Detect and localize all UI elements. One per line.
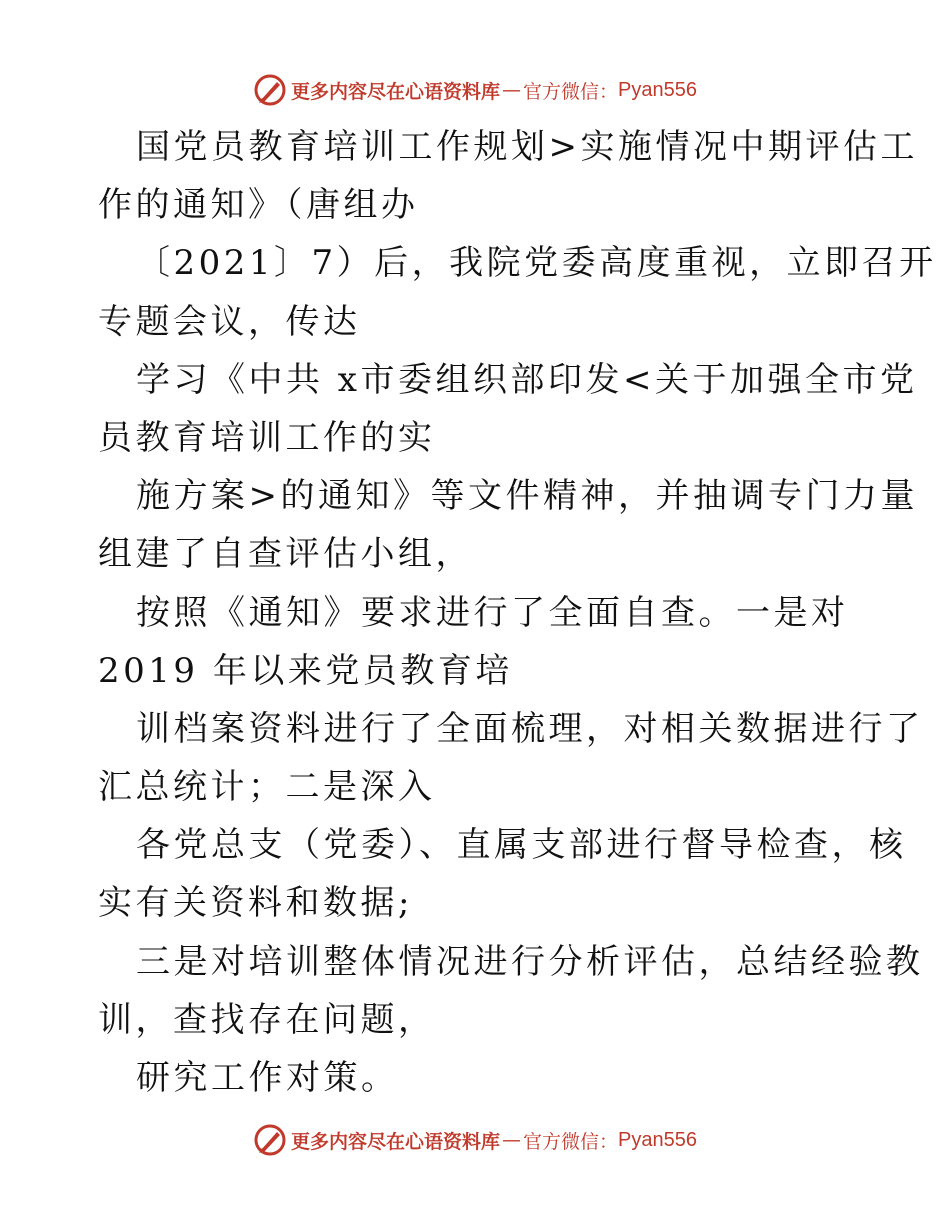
- body-line: 2019 年以来党员教育培: [98, 650, 513, 691]
- banner-wechat-label: 官方微信：: [523, 1130, 619, 1153]
- banner-separator: —: [502, 1129, 522, 1151]
- body-line: 国党员教育培训工作规划>实施情况中期评估工: [136, 127, 918, 167]
- banner-wechat-id: Pyan556: [618, 1128, 697, 1151]
- body-line: 专题会议，传达: [98, 301, 361, 342]
- body-line: 员教育培训工作的实: [98, 417, 436, 458]
- body-line: 作的通知》（唐组办: [98, 185, 419, 226]
- body-line: 按照《通知》要求进行了全面自查。一是对: [136, 592, 849, 633]
- banner-title: 更多内容尽在心语资料库: [291, 80, 501, 103]
- body-line: 研究工作对策。: [136, 1058, 399, 1098]
- body-line: 三是对培训整体情况进行分析评估，总结经验教: [136, 941, 924, 982]
- body-line: 〔2021〕7）后，我院党委高度重视，立即召开: [136, 243, 937, 284]
- banner-title: 更多内容尽在心语资料库: [291, 1130, 501, 1153]
- banner-wechat-label: 官方微信：: [523, 80, 619, 103]
- body-line: 训档案资料进行了全面梳理，对相关数据进行了: [136, 708, 924, 749]
- pen-logo-icon: [253, 73, 287, 107]
- body-line: 组建了自查评估小组，: [98, 534, 473, 575]
- body-line: 各党总支（党委）、直属支部进行督导检查，核: [136, 825, 907, 866]
- header-banner: [0, 70, 950, 110]
- footer-banner: [0, 1120, 950, 1160]
- body-line: 汇总统计；二是深入: [98, 767, 436, 808]
- body-line: 施方案>的通知》等文件精神，并抽调专门力量: [136, 476, 918, 517]
- banner-separator: —: [502, 79, 522, 101]
- pen-logo-icon: [253, 1123, 287, 1157]
- document-body: [98, 118, 937, 1107]
- body-line: 学习《中共 x市委组织部印发<关于加强全市党: [136, 359, 918, 400]
- body-line: 实有关资料和数据;: [98, 883, 413, 924]
- body-line: 训，查找存在问题，: [98, 999, 436, 1040]
- banner-wechat-id: Pyan556: [618, 78, 697, 101]
